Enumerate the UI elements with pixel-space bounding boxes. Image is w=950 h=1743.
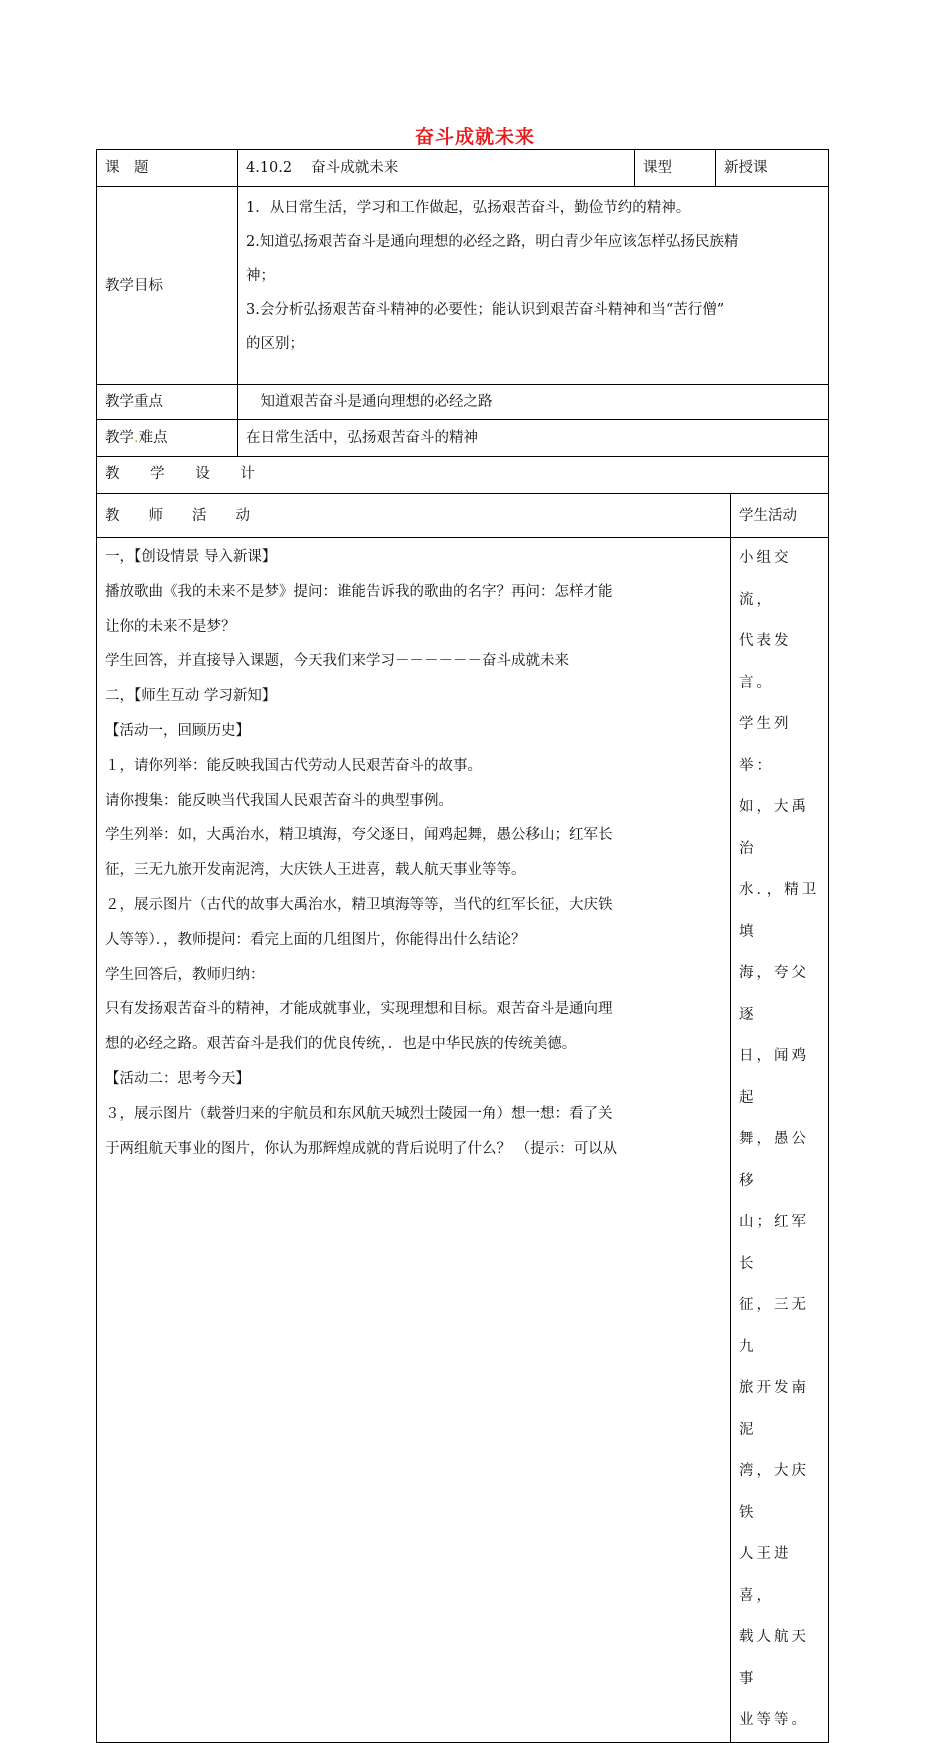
lesson-plan-table-wrapper — [96, 149, 828, 1743]
teacher-line: 想的必经之路。艰苦奋斗是我们的优良传统，．也是中华民族的传统美德。 — [105, 1036, 577, 1053]
student-activity-header: 学生活动 — [731, 494, 829, 538]
design-label: 教 学 设 计 — [97, 457, 829, 494]
goal-line: 神； — [246, 268, 275, 284]
teacher-line: 一，【创设情景 导入新课】 — [105, 549, 277, 565]
teacher-line: 二，【师生互动 学习新知】 — [105, 688, 277, 705]
page-title: 奋斗成就未来 — [414, 126, 535, 148]
teacher-line: 播放歌曲《我的未来不是梦》提问：谁能告诉我的歌曲的名字？再问：怎样才能 — [105, 583, 613, 600]
topic-value: 4.10.2 奋斗成就未来 — [238, 150, 635, 187]
student-line: 旅开发南泥 — [739, 1380, 809, 1438]
teacher-activity-header: 教 师 活 动 — [97, 494, 731, 538]
goals-label: 教学目标 — [97, 187, 238, 385]
goals-row — [97, 187, 829, 385]
student-activity-content — [731, 538, 829, 1743]
lesson-type-value: 新授课 — [716, 150, 829, 187]
teacher-line: 学生回答，并直接导入课题，今天我们来学习－－－－－－奋斗成就未来 — [105, 653, 569, 670]
activity-header-row — [97, 494, 829, 538]
topic-label: 课 题 — [97, 150, 238, 187]
difficulty-label: 教学.难点 — [97, 420, 238, 457]
topic-row — [97, 150, 829, 187]
goal-line: 1．从日常生活，学习和工作做起，弘扬艰苦奋斗，勤俭节约的精神。 — [246, 200, 691, 216]
difficulty-row — [97, 420, 829, 457]
student-line: 如，大禹治 — [739, 799, 809, 857]
key-point-value: 知道艰苦奋斗是通向理想的必经之路 — [238, 385, 829, 420]
design-row — [97, 457, 829, 494]
teacher-line: 于两组航天事业的图片，你认为那辉煌成就的背后说明了什么？ （提示：可以从 — [105, 1140, 618, 1157]
teacher-line: 请你搜集：能反映当代我国人民艰苦奋斗的典型事例。 — [105, 792, 453, 809]
student-line: 人王进喜， — [739, 1546, 792, 1604]
student-line: 业等等。 — [739, 1712, 809, 1728]
difficulty-value: 在日常生活中，弘扬艰苦奋斗的精神 — [238, 420, 829, 457]
teacher-line: 人等等）．，教师提问：看完上面的几组图片，你能得出什么结论？ — [105, 931, 526, 948]
student-line: 舞，愚公移 — [739, 1131, 809, 1189]
teacher-line: 征，三无九旅开发南泥湾，大庆铁人王进喜，载人航天事业等等。 — [105, 862, 526, 879]
student-line: 征，三无九 — [739, 1297, 809, 1355]
teacher-activity-content — [97, 538, 731, 1743]
key-point-label: 教学重点 — [97, 385, 238, 420]
dot-mark: . — [134, 430, 139, 446]
student-line: 日，闻鸡起 — [739, 1048, 809, 1106]
student-line: 水．，精卫填 — [739, 882, 820, 940]
teacher-line: ３，展示图片（载誉归来的宇航员和东风航天城烈士陵园一角）想一想：看了关 — [105, 1105, 613, 1122]
student-line: 代表发言。 — [739, 633, 792, 691]
lesson-plan-table — [96, 149, 829, 1743]
teacher-line: 【活动一，回顾历史】 — [105, 722, 250, 739]
goals-content — [238, 187, 829, 385]
student-line: 湾，大庆铁 — [739, 1463, 809, 1521]
goal-line: 的区别； — [246, 336, 304, 352]
student-line: 载人航天事 — [739, 1629, 809, 1687]
teacher-line: 【活动二：思考今天】 — [105, 1070, 250, 1087]
activity-body-row — [97, 538, 829, 1743]
student-line: 山；红军长 — [739, 1214, 809, 1272]
teacher-line: 学生回答后，教师归纳： — [105, 966, 265, 983]
goal-line: 3.会分析弘扬艰苦奋斗精神的必要性；能认识到艰苦奋斗精神和当“苦行僧” — [246, 302, 725, 318]
teacher-line: 只有发扬艰苦奋斗的精神，才能成就事业，实现理想和目标。艰苦奋斗是通向理 — [105, 1001, 613, 1018]
key-point-row — [97, 385, 829, 420]
student-line: 小组交流， — [739, 550, 792, 608]
teacher-line: １，请你列举：能反映我国古代劳动人民艰苦奋斗的故事。 — [105, 757, 482, 774]
teacher-line: ２，展示图片（古代的故事大禹治水，精卫填海等等，当代的红军长征，大庆铁 — [105, 896, 613, 913]
teacher-line: 学生列举：如，大禹治水，精卫填海，夸父逐日，闻鸡起舞，愚公移山；红军长 — [105, 827, 613, 844]
lesson-type-label: 课型 — [635, 150, 716, 187]
student-line: 学生列举： — [739, 716, 792, 774]
teacher-line: 让你的未来不是梦？ — [105, 618, 236, 635]
student-line: 海，夸父逐 — [739, 965, 809, 1023]
goal-line: 2.知道弘扬艰苦奋斗是通向理想的必经之路，明白青少年应该怎样弘扬民族精 — [246, 234, 739, 250]
